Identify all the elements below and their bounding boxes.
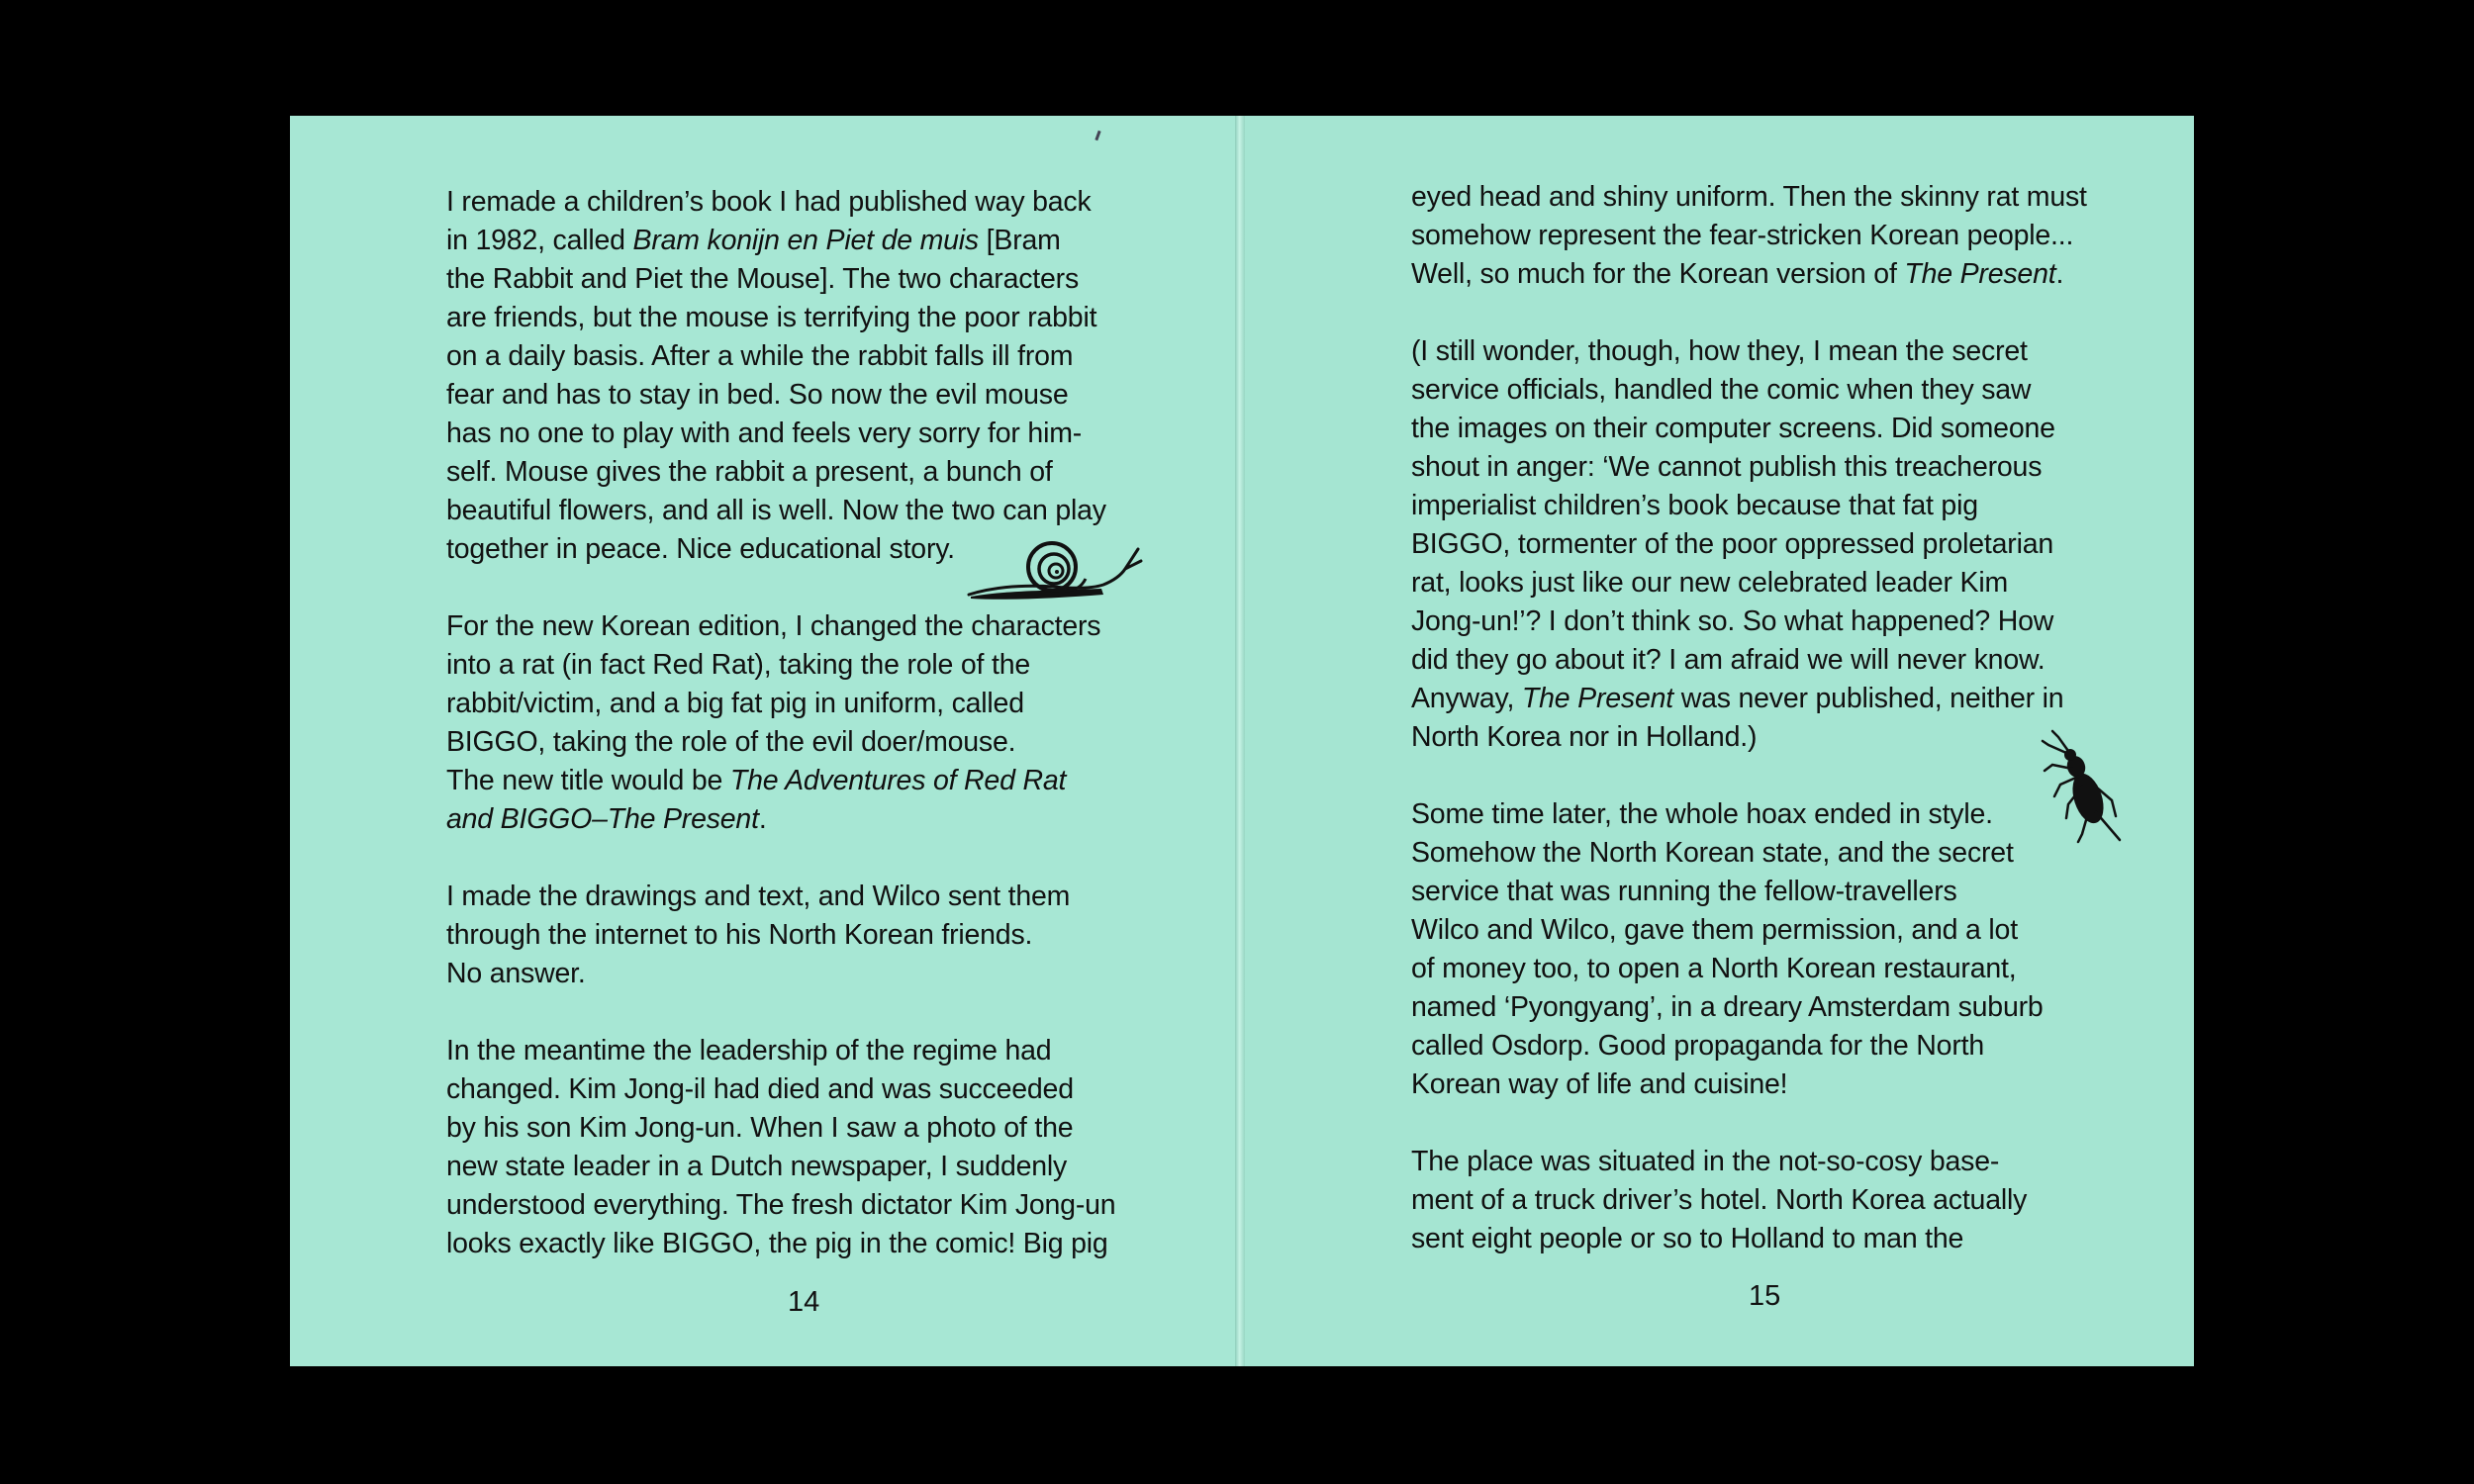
italic-title-text: The Present — [1521, 683, 1673, 714]
paragraph-text: . — [758, 803, 767, 835]
paragraph — [446, 183, 1179, 569]
paragraph-text: . — [2055, 258, 2064, 290]
paragraph — [1411, 1143, 2124, 1258]
paragraph-text: [Bram the Rabbit and Piet the Mouse]. The two characters are friends, but the mouse is terrifying the poor rabbit on a daily basis. After a while the rabbit falls ill from fear and has to stay in bed. So now the evil mouse has no one to play with and feels very sorry for him- self. Mouse gives the rabbit a present, a bunch of beautiful flowers, and all is well. Now the two can play together in peace. Nice educational story. — [446, 225, 1106, 565]
italic-title-text: The Present — [1904, 258, 2056, 290]
snail-icon — [965, 529, 1143, 608]
paragraph — [446, 1032, 1179, 1263]
page-number-left: 14 — [788, 1286, 820, 1318]
italic-title-text: The Adventures of Red Rat and BIGGO–The Present — [446, 765, 1067, 835]
book-gutter — [1235, 116, 1245, 1366]
paragraph-text: eyed head and shiny uniform. Then the skinny rat must somehow represent the fear-stricken Korean people... Well, so much for the Korean version of — [1411, 181, 2087, 290]
paragraph-text: Some time later, the whole hoax ended in style. Somehow the North Korean state, and the secret service that was running the fellow-travellers Wilco and Wilco, gave them permission, and a lot of money too, to open a North Korean restaurant, named ‘Pyongyang’, in a dreary Amsterdam suburb called Osdorp. Good propaganda for the North Korean way of life and cuisine! — [1411, 798, 2044, 1100]
paragraph-text: The place was situated in the not-so-cosy base- ment of a truck driver’s hotel. North Korea actually sent eight people or so to Holland to man the — [1411, 1146, 2028, 1254]
paragraph — [446, 607, 1179, 839]
paragraph — [1411, 332, 2124, 757]
paragraph-text: I remade a children’s book I had published way back in 1982, called — [446, 186, 1092, 256]
italic-title-text: Bram konijn en Piet de muis — [632, 225, 979, 256]
paragraph-text: For the new Korean edition, I changed the characters into a rat (in fact Red Rat), taking the role of the rabbit/victim, and a big fat pig in uniform, called BIGGO, taking the role of the evil doer/mouse. The new title would be — [446, 610, 1101, 796]
right-page-text — [1411, 178, 2124, 1297]
paragraph — [1411, 795, 2124, 1104]
left-page-text — [446, 183, 1179, 1302]
paragraph-text: I made the drawings and text, and Wilco sent them through the internet to his North Korean friends. No answer. — [446, 881, 1071, 989]
paragraph-text: In the meantime the leadership of the regime had changed. Kim Jong-il had died and was succeeded by his son Kim Jong-un. When I saw a photo of the new state leader in a Dutch newspaper, I suddenly understood everything. The fresh dictator Kim Jong-un looks exactly like BIGGO, the pig in the comic! Big pig — [446, 1035, 1116, 1259]
paragraph — [1411, 178, 2124, 294]
beetle-icon — [2039, 727, 2123, 846]
paragraph-text: (I still wonder, though, how they, I mean the secret service officials, handled the comic when they saw the images on their computer screens. Did someone shout in anger: ‘We cannot publish this treacherous imperialist children’s book because that fat pig BIGGO, tormenter of the poor oppressed proletarian rat, looks just like our new celebrated leader Kim Jong-un!’? I don’t think so. So what happened? How did they go about it? I am afraid we will never know. Anyway, — [1411, 335, 2055, 714]
paragraph-text: was never published, neither in North Korea nor in Holland.) — [1411, 683, 2064, 753]
paragraph — [446, 878, 1179, 993]
page-number-right: 15 — [1749, 1280, 1781, 1312]
